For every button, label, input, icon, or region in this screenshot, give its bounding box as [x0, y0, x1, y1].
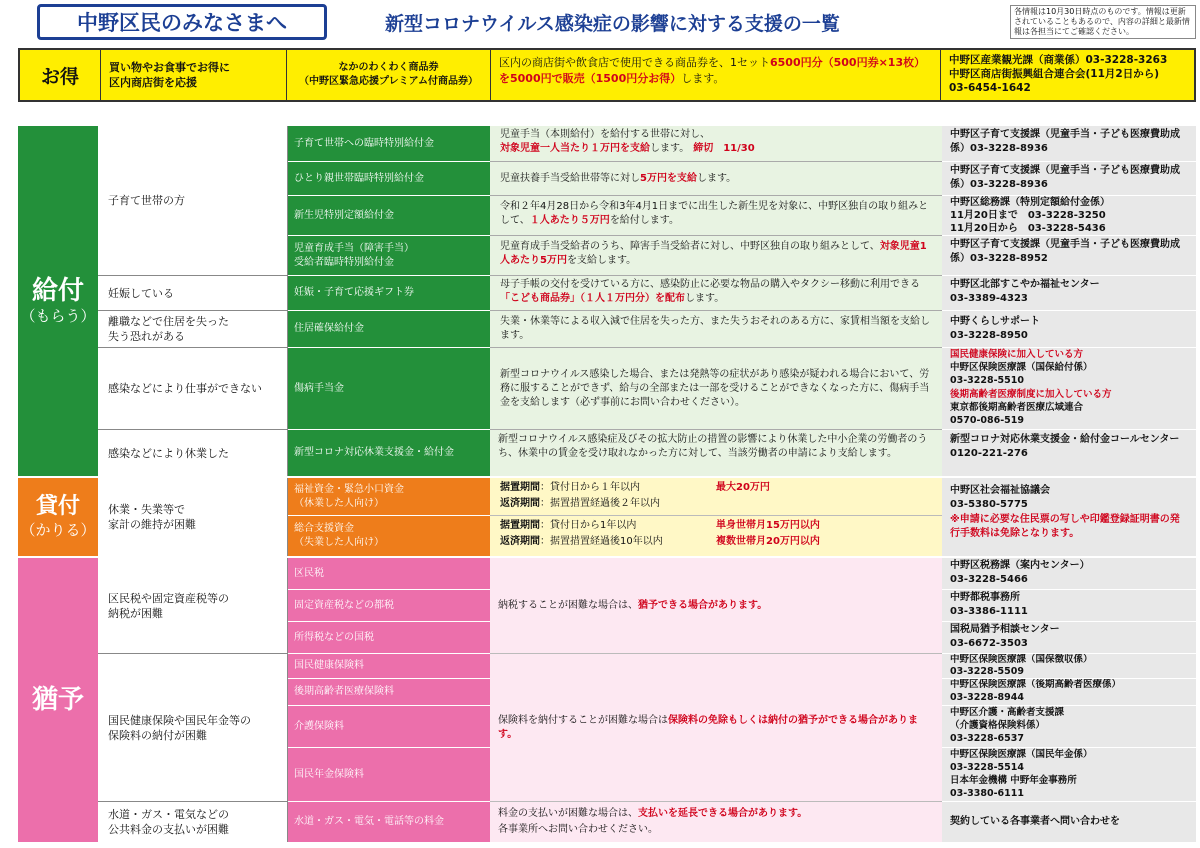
kyufu-contact-5 [942, 311, 1196, 348]
kyufu-program-text: 住居確保給付金 [294, 323, 364, 334]
kyufu-desc-3 [490, 236, 942, 276]
title-badge-text: 中野区民のみなさまへ [77, 11, 287, 35]
yuyo-program-tax-2 [288, 622, 490, 654]
kyufu-program-text: 新生児特別定額給付金 [294, 209, 394, 221]
kyufu-contact-text: 中野区子育て支援課（児童手当・子ども医療費助成係）03-3228-8936 [950, 165, 1180, 190]
kyufu-contact-7 [942, 430, 1196, 476]
otoku-desc-highlight2: を5000円で販売（1500円分お得） [499, 72, 682, 85]
kyufu-contact-text: 中野くらしサポート 03-3228-8950 [950, 316, 1040, 341]
kyufu-contact-4 [942, 276, 1196, 311]
kashitsuke-amount: 単身世帯月15万円以内 [716, 520, 820, 531]
yuyo-program-text: 水道・ガス・電気・電話等の料金 [294, 816, 444, 827]
kashitsuke-program-1 [288, 516, 490, 556]
kyufu-contact-6 [942, 348, 1196, 430]
otoku-desc-highlight1: 6500円分（500円券×13枚） [770, 56, 926, 69]
yuyo-contact-tax-1 [942, 590, 1196, 622]
headline-text: 新型コロナウイルス感染症の影響に対する支援の一覧 [385, 12, 840, 35]
kyufu-target-0 [98, 126, 288, 276]
kyufu-desc-1 [490, 162, 942, 196]
kyufu-desc-2 [490, 196, 942, 236]
yuyo-contact-text: 中野区保険医療課（国民年金係） 03-3228-5514 日本年金機構 中野年金事務所 03-3380-6111 [950, 749, 1093, 799]
yuyo-program-tax-0 [288, 558, 490, 590]
kyufu-desc-7 [490, 430, 942, 476]
kyufu-desc-highlight: 5万円を支給 [640, 172, 697, 184]
kyufu-desc-text: 母子手帳の交付を受けている方に、感染防止に必要な物品の購入やタクシー移動に利用できる [500, 279, 920, 290]
yuyo-program-text: 国民健康保険料 [294, 660, 364, 671]
otoku-target-text: 買い物やお食事でお得に 区内商店街を応援 [109, 61, 230, 89]
kashitsuke-label-key: 据置期間 [500, 520, 540, 531]
info-note [1010, 5, 1196, 39]
yuyo-contact-ins-3 [942, 748, 1196, 802]
otoku-desc-post: します。 [681, 72, 725, 85]
yuyo-category [18, 558, 98, 842]
kyufu-deadline: 締切 11/30 [693, 143, 755, 154]
kyufu-program-0 [288, 126, 490, 162]
kyufu-program-5 [288, 311, 490, 348]
kyufu-desc-4 [490, 276, 942, 311]
kashitsuke-program-0 [288, 478, 490, 516]
kyufu-target-text: 感染などにより休業した [108, 446, 229, 460]
kyufu-program-text: ひとり親世帯臨時特別給付金 [294, 172, 424, 184]
kyufu-desc-text: 新型コロナウイルス感染症及びその拡大防止の措置の影響により休業した中小企業の労働者のうち、休業中の賃金を受け取れなかった方に対して、当該労働者の申請により支給します。 [498, 434, 928, 459]
kyufu-desc-highlight: 対象児童1人あたり5万円 [500, 241, 927, 266]
kyufu-program-2 [288, 196, 490, 236]
yuyo-desc-text: 保険料を納付することが困難な場合は [498, 714, 668, 726]
kashitsuke-contact-highlight: ※申請に必要な住民票の写しや印鑑登録証明書の発行手数料は免除となります。 [950, 514, 1180, 539]
yuyo-target-text: 水道・ガス・電気などの 公共料金の支払いが困難 [108, 808, 229, 836]
kyufu-program-text: 新型コロナ対応休業支援金・給付金 [294, 447, 454, 458]
yuyo-contact-text: 中野区保険医療課（後期高齢者医療係） 03-3228-8944 [950, 679, 1122, 703]
yuyo-desc-text: 料金の支払いが困難な場合は、 [498, 808, 638, 819]
yuyo-program-ins-2 [288, 706, 490, 748]
kyufu-contact-text: 中野区総務課（特別定額給付金係） 11月20日まで 03-3228-3250 11月20日から 03-3228-5436 [950, 197, 1110, 234]
kyufu-desc-text: 児童育成手当受給者のうち、障害手当受給者に対し、中野区独自の取り組みとして、 [500, 241, 880, 252]
kashitsuke-label: 貸付 [35, 494, 80, 519]
kashitsuke-desc-0 [490, 478, 942, 516]
kashitsuke-label-value: ：据置措置経過後２年以内 [540, 498, 660, 509]
yuyo-target-0 [98, 558, 288, 654]
kyufu-desc-text: 児童手当（本則給付）を給付する世帯に対し、 [500, 129, 710, 140]
otoku-program [286, 50, 490, 100]
yuyo-label: 猶予 [31, 685, 84, 715]
kyufu-contact-0 [942, 126, 1196, 162]
yuyo-program-ins-0 [288, 654, 490, 679]
kyufu-desc-highlight: １人あたり５万円 [529, 215, 610, 226]
kyufu-contact-highlight: 後期高齢者医療制度に加入している方 [950, 388, 1112, 400]
kyufu-target-text: 子育て世帯の方 [108, 194, 185, 207]
kyufu-program-text: 傷病手当金 [294, 382, 344, 394]
otoku-program-text: なかのわくわく商品券 （中野区緊急応援プレミアム付商品券） [299, 62, 478, 87]
yuyo-contact-text: 国税局猶予相談センター 03-6672-3503 [950, 624, 1060, 649]
kashitsuke-target [98, 478, 288, 556]
yuyo-contact-text: 中野区税務課（案内センター） 03-3228-5466 [950, 560, 1090, 585]
kyufu-desc-6 [490, 348, 942, 430]
kyufu-program-3 [288, 236, 490, 276]
kyufu-target-text: 離職などで住居を失った 失う恐れがある [108, 315, 229, 343]
otoku-contact-text: 中野区産業観光課（商業係）03-3228-3263 中野区商店街振興組合連合会(11月2日から) 03-6454-1642 [949, 54, 1168, 94]
yuyo-contact-ins-0 [942, 654, 1196, 679]
yuyo-target-text: 国民健康保険や国民年金等の 保険料の納付が困難 [108, 713, 251, 742]
kyufu-target-2 [98, 311, 288, 348]
otoku-desc [490, 50, 940, 100]
title-badge [37, 4, 327, 40]
kyufu-desc-highlight: 「こども商品券」（１人１万円分）を配布 [500, 293, 685, 304]
otoku-label-text: お得 [40, 65, 79, 88]
kyufu-target-3 [98, 348, 288, 430]
yuyo-target-1 [98, 654, 288, 802]
yuyo-program-text: 国民年金保険料 [294, 768, 364, 780]
kyufu-contact-2 [942, 196, 1196, 236]
kyufu-desc-5 [490, 311, 942, 348]
kashitsuke-contact [942, 478, 1196, 556]
yuyo-tax-desc [490, 558, 942, 654]
kyufu-program-4 [288, 276, 490, 311]
kyufu-program-text: 子育て世帯への臨時特別給付金 [294, 137, 434, 149]
kyufu-program-7 [288, 430, 490, 476]
kashitsuke-desc-1 [490, 516, 942, 556]
kashitsuke-label-value: ：貸付日から1年以内 [540, 520, 637, 531]
yuyo-desc-highlight: 保険料の免除もしくは納付の猶予ができる場合があります。 [498, 714, 918, 740]
yuyo-contact-ins-1 [942, 679, 1196, 706]
kyufu-desc-post: します。 [685, 293, 725, 304]
kashitsuke-target-text: 休業・失業等で 家計の維持が困難 [108, 503, 196, 531]
kashitsuke-program-text: 福祉資金・緊急小口資金 （休業した人向け） [294, 483, 404, 509]
kyufu-desc-text: 新型コロナウイルス感染した場合、または発熱等の症状があり感染が疑われる場合において、労務に服することができず、給与の全部または一部を受けることができなくなった方に、傷病手当金を支給します（必ず事前にお問い合わせください）。 [500, 368, 930, 408]
kashitsuke-sub-label: （かりる） [20, 521, 96, 539]
kyufu-desc-post: を支給します。 [566, 255, 637, 266]
kyufu-contact-highlight: 国民健康保険に加入している方 [950, 349, 1084, 360]
yuyo-contact-tax-2 [942, 622, 1196, 654]
yuyo-program-text: 固定資産税などの都税 [294, 599, 394, 611]
kyufu-program-6 [288, 348, 490, 430]
kyufu-contact-text: 東京都後期高齢者医療広域連合 0570-086-519 [950, 401, 1084, 427]
kashitsuke-label-key: 据置期間 [500, 482, 540, 493]
kyufu-contact-3 [942, 236, 1196, 276]
kyufu-target-1 [98, 276, 288, 311]
otoku-label [20, 50, 100, 100]
kashitsuke-category [18, 478, 98, 556]
kyufu-program-text: 妊娠・子育て応援ギフト券 [294, 287, 414, 298]
kyufu-contact-text: 中野区保険医療課（国保給付係） 03-3228-5510 [950, 362, 1093, 387]
yuyo-contact-text: 契約している各事業者へ問い合わせを [950, 816, 1120, 827]
kyufu-desc-post: します。 [650, 143, 690, 154]
yuyo-contact-text: 中野都税事務所 03-3386-1111 [950, 592, 1028, 617]
yuyo-util-desc [490, 802, 942, 842]
kyufu-program-1 [288, 162, 490, 196]
kashitsuke-label-value: ：貸付日から１年以内 [540, 482, 640, 493]
kashitsuke-label-key: 返済期間 [500, 498, 540, 509]
page-title [385, 6, 985, 38]
yuyo-contact-util [942, 802, 1196, 842]
kashitsuke-amount: 最大20万円 [716, 482, 770, 493]
yuyo-target-2 [98, 802, 288, 842]
kyufu-contact-text: 中野区子育て支援課（児童手当・子ども医療費助成係）03-3228-8936 [950, 129, 1180, 154]
kyufu-target-text: 妊娠している [108, 286, 174, 300]
kyufu-label: 給付 [31, 276, 84, 306]
kyufu-desc-post: します。 [696, 172, 737, 184]
kyufu-target-text: 感染などにより仕事ができない [108, 382, 262, 395]
kyufu-desc-text: 失業・休業等による収入減で住居を失った方、また失うおそれのある方に、家賃相当額を支給します。 [500, 316, 930, 341]
yuyo-contact-text: 中野区介護・高齢者支援課 （介護資格保険料係） 03-3228-6537 [950, 707, 1065, 744]
yuyo-contact-tax-0 [942, 558, 1196, 590]
kyufu-contact-text: 中野区北部すこやか福祉センター 03-3389-4323 [950, 279, 1100, 304]
yuyo-target-text: 区民税や固定資産税等の 納税が困難 [108, 591, 229, 620]
kyufu-target-4 [98, 430, 288, 476]
kyufu-program-text: 児童育成手当（障害手当） 受給者臨時特別給付金 [294, 242, 414, 268]
kyufu-contact-1 [942, 162, 1196, 196]
yuyo-program-text: 介護保険料 [294, 720, 344, 732]
yuyo-desc-highlight: 猶予できる場合があります。 [638, 599, 768, 611]
kyufu-contact-text: 新型コロナ対応休業支援金・給付金コールセンター 0120-221-276 [950, 434, 1180, 459]
kyufu-desc-0 [490, 126, 942, 162]
yuyo-program-text: 区民税 [294, 567, 324, 579]
kyufu-desc-text: 児童扶養手当受給世帯等に対し [500, 172, 640, 184]
kyufu-desc-post: を給付します。 [609, 215, 680, 226]
yuyo-program-util [288, 802, 490, 842]
yuyo-program-text: 後期高齢者医療保険料 [294, 686, 394, 697]
kyufu-contact-text: 中野区子育て支援課（児童手当・子ども医療費助成係）03-3228-8952 [950, 239, 1180, 264]
kashitsuke-amount: 複数世帯月20万円以内 [716, 536, 820, 547]
yuyo-contact-text: 中野区保険医療課（国保徴収係） 03-3228-5509 [950, 654, 1093, 677]
otoku-desc-pre: 区内の商店街や飲食店で使用できる商品券を、1セット [499, 56, 770, 69]
kyufu-sub-label: （もらう） [20, 307, 96, 325]
otoku-target [100, 50, 286, 100]
yuyo-program-ins-3 [288, 748, 490, 802]
yuyo-desc-text: 各事業所へお問い合わせください。 [498, 824, 658, 835]
kashitsuke-contact-text: 中野区社会福祉協議会 03-5380-5775 [950, 485, 1050, 510]
kyufu-desc-highlight: 対象児童一人当たり１万円を支給 [500, 143, 650, 154]
yuyo-desc-text: 納税することが困難な場合は、 [498, 599, 638, 611]
yuyo-desc-highlight: 支払いを延長できる場合があります。 [638, 808, 808, 819]
yuyo-contact-ins-2 [942, 706, 1196, 748]
kashitsuke-program-text: 総合支援資金 （失業した人向け） [294, 523, 384, 548]
yuyo-program-text: 所得税などの国税 [294, 631, 374, 643]
kyufu-desc-text: 令和２年4月28日から令和3年4月1日までに出生した新生児を対象に、中野区独自の取り組みとして、 [500, 201, 929, 226]
kyufu-category [18, 126, 98, 476]
yuyo-program-tax-1 [288, 590, 490, 622]
kashitsuke-label-value: ：据置措置経過後10年以内 [540, 536, 663, 547]
yuyo-ins-desc [490, 654, 942, 802]
otoku-contact [940, 50, 1194, 100]
info-note-text: 各情報は10月30日時点のものです。情報は更新されていることもあるので、内容の詳細と最新情報は各担当にてご確認ください。 [1014, 7, 1190, 36]
yuyo-program-ins-1 [288, 679, 490, 706]
kashitsuke-label-key: 返済期間 [500, 536, 540, 547]
